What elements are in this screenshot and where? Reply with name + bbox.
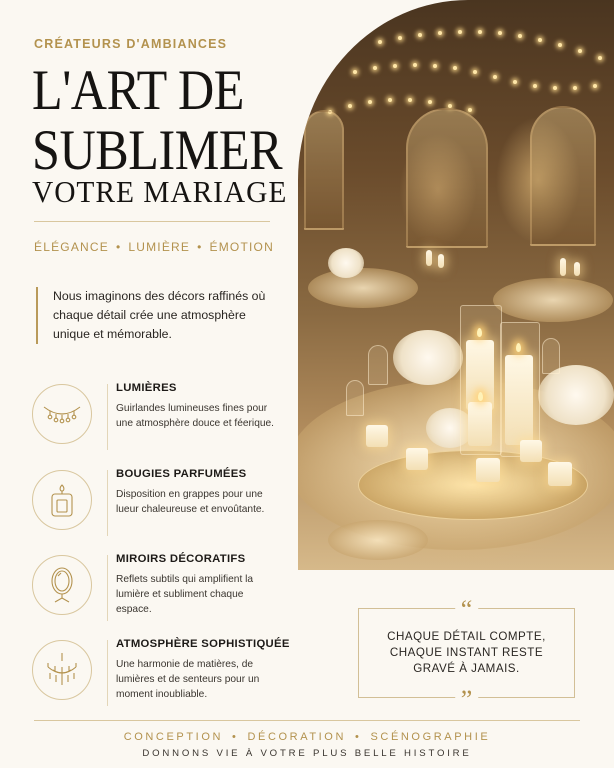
service-decoration: DÉCORATION bbox=[247, 731, 347, 743]
feature-lumieres bbox=[32, 384, 292, 454]
footer-services bbox=[0, 731, 614, 743]
feature-icon-circle bbox=[32, 555, 92, 615]
quote-line: CHAQUE DÉTAIL COMPTE, bbox=[387, 630, 546, 643]
chandelier-icon bbox=[42, 651, 82, 689]
feature-description: Guirlandes lumineuses fines pour une atmosphère douce et féerique. bbox=[116, 403, 275, 429]
brand-kicker: CRÉATEURS D'AMBIANCES bbox=[34, 37, 228, 51]
feature-divider bbox=[107, 470, 108, 536]
feature-atmosphere bbox=[32, 640, 292, 710]
feature-miroirs bbox=[32, 555, 292, 625]
feature-divider bbox=[107, 555, 108, 621]
feature-bougies bbox=[32, 470, 292, 540]
feature-title: BOUGIES PARFUMÉES bbox=[116, 468, 247, 480]
quote-line: GRAVÉ À JAMAIS. bbox=[413, 662, 520, 675]
string-lights-icon bbox=[42, 399, 82, 429]
headline-line-3: VOTRE MARIAGE bbox=[32, 174, 288, 209]
quote-line: CHAQUE INSTANT RESTE bbox=[389, 646, 544, 659]
service-separator: • bbox=[232, 731, 239, 743]
title-divider bbox=[34, 221, 270, 222]
footer-tagline: DONNONS VIE À VOTRE PLUS BELLE HISTOIRE bbox=[142, 748, 472, 759]
open-quote-mark: “ bbox=[455, 597, 479, 623]
quote-text bbox=[359, 629, 574, 677]
feature-title: ATMOSPHÈRE SOPHISTIQUÉE bbox=[116, 638, 290, 650]
feature-divider bbox=[107, 640, 108, 706]
value-separator: • bbox=[115, 240, 122, 254]
reception-hall-photo bbox=[298, 0, 614, 570]
feature-icon-circle bbox=[32, 640, 92, 700]
quote-box bbox=[358, 595, 575, 714]
feature-description: Disposition en grappes pour une lueur chaleureuse et envoûtante. bbox=[116, 489, 265, 515]
service-conception: CONCEPTION bbox=[123, 731, 224, 743]
feature-icon-circle bbox=[32, 470, 92, 530]
feature-title: LUMIÈRES bbox=[116, 382, 177, 394]
headline-line-2: SUBLIMER bbox=[32, 119, 283, 182]
value-separator: • bbox=[197, 240, 203, 254]
value-emotion: ÉMOTION bbox=[209, 240, 274, 254]
service-separator: • bbox=[355, 731, 362, 743]
mirror-icon bbox=[47, 566, 77, 604]
value-lumiere: LUMIÈRE bbox=[128, 240, 191, 254]
feature-icon-circle bbox=[32, 384, 92, 444]
footer-divider bbox=[34, 720, 580, 721]
feature-description: Une harmonie de matières, de lumières et de senteurs pour un moment inoubliable. bbox=[116, 659, 260, 700]
value-elegance: ÉLÉGANCE bbox=[34, 240, 109, 254]
headline-line-1: L'ART DE bbox=[32, 59, 244, 122]
close-quote-mark: ” bbox=[455, 687, 479, 713]
intro-paragraph: Nous imaginons des décors raffinés où chaque détail crée une atmosphère unique et mémorable. bbox=[36, 287, 286, 344]
feature-title: MIROIRS DÉCORATIFS bbox=[116, 553, 246, 565]
values-line bbox=[34, 240, 274, 254]
service-scenographie: SCÉNOGRAPHIE bbox=[370, 731, 491, 743]
feature-description: Reflets subtils qui amplifient la lumière et subliment chaque espace. bbox=[116, 574, 254, 615]
candle-jar-icon bbox=[47, 482, 77, 518]
feature-divider bbox=[107, 384, 108, 450]
